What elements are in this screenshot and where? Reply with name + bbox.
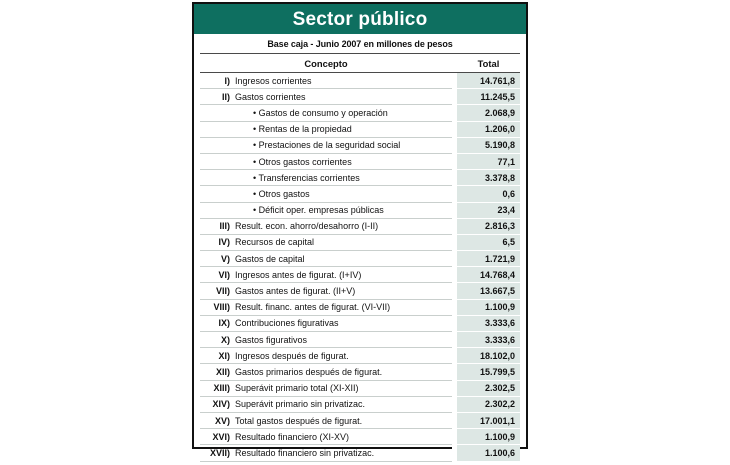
row-index-label: X) [200,332,234,348]
row-concept-label: • Rentas de la propiedad [234,121,452,137]
row-total-value: 1.100,9 [457,299,520,315]
row-total-value: 3.333,6 [457,332,520,348]
report-card [192,2,528,458]
row-concept-label: Gastos figurativos [234,332,452,348]
row-index-label [200,153,234,169]
row-index-label: V) [200,251,234,267]
row-index-label: XIII) [200,380,234,396]
row-concept-label: • Gastos de consumo y operación [234,105,452,121]
row-concept-label: Result. financ. antes de figurat. (VI-VII) [234,299,452,315]
row-concept-label: Resultado financiero sin privatizac. [234,445,452,461]
table-row [200,234,520,250]
row-index-label [200,186,234,202]
row-index-label: XII) [200,364,234,380]
table-row [200,283,520,299]
table-row [200,348,520,364]
table-row [200,202,520,218]
row-concept-label: • Otros gastos corrientes [234,153,452,169]
row-index-label: XV) [200,412,234,428]
table-row [200,364,520,380]
table-row [200,445,520,461]
row-total-value: 15.799,5 [457,364,520,380]
row-total-value: 1.206,0 [457,121,520,137]
row-concept-label: Result. econ. ahorro/desahorro (I-II) [234,218,452,234]
table-row [200,121,520,137]
table-row [200,137,520,153]
table-row [200,332,520,348]
row-index-label: IX) [200,315,234,331]
row-concept-label: Ingresos corrientes [234,73,452,89]
table-body [200,73,520,462]
row-index-label: IV) [200,234,234,250]
row-total-value: 5.190,8 [457,137,520,153]
table-row [200,153,520,169]
row-concept-label: • Otros gastos [234,186,452,202]
row-total-value: 0,6 [457,186,520,202]
table-row [200,299,520,315]
row-total-value: 14.761,8 [457,73,520,89]
row-total-value: 1.721,9 [457,251,520,267]
table-row [200,429,520,445]
row-concept-label: Recursos de capital [234,234,452,250]
column-header-total: Total [457,54,520,73]
row-index-label: VII) [200,283,234,299]
row-concept-label: Ingresos antes de figurat. (I+IV) [234,267,452,283]
table-row [200,170,520,186]
row-concept-label: • Prestaciones de la seguridad social [234,137,452,153]
row-concept-label: • Déficit oper. empresas públicas [234,202,452,218]
row-total-value: 2.302,5 [457,380,520,396]
table-row [200,251,520,267]
row-index-label [200,121,234,137]
table-row [200,186,520,202]
table-row [200,89,520,105]
column-header-concepto: Concepto [200,54,452,73]
row-concept-label: Contribuciones figurativas [234,315,452,331]
row-index-label: II) [200,89,234,105]
row-concept-label: • Transferencias corrientes [234,170,452,186]
row-total-value: 2.068,9 [457,105,520,121]
table-row [200,73,520,89]
row-index-label: XIV) [200,396,234,412]
row-index-label: VI) [200,267,234,283]
table-row [200,105,520,121]
table-header-row [200,54,520,73]
row-total-value: 23,4 [457,202,520,218]
row-index-label [200,202,234,218]
row-concept-label: Superávit primario total (XI-XII) [234,380,452,396]
row-index-label [200,105,234,121]
financial-table [200,53,520,462]
row-total-value: 13.667,5 [457,283,520,299]
row-concept-label: Gastos de capital [234,251,452,267]
row-total-value: 2.816,3 [457,218,520,234]
row-index-label: I) [200,73,234,89]
row-total-value: 6,5 [457,234,520,250]
row-concept-label: Gastos antes de figurat. (II+V) [234,283,452,299]
row-concept-label: Gastos corrientes [234,89,452,105]
row-total-value: 77,1 [457,153,520,169]
row-index-label: III) [200,218,234,234]
page-title: Sector público [292,8,428,30]
row-total-value: 18.102,0 [457,348,520,364]
row-index-label: XI) [200,348,234,364]
row-total-value: 17.001,1 [457,412,520,428]
row-index-label: XVI) [200,429,234,445]
table-head [200,54,520,73]
table-row [200,380,520,396]
row-concept-label: Superávit primario sin privatizac. [234,396,452,412]
row-concept-label: Total gastos después de figurat. [234,412,452,428]
row-total-value: 3.378,8 [457,170,520,186]
card-subtitle: Base caja - Junio 2007 en millones de pesos [267,39,453,49]
row-concept-label: Resultado financiero (XI-XV) [234,429,452,445]
row-total-value: 2.302,2 [457,396,520,412]
table-row [200,218,520,234]
row-total-value: 3.333,6 [457,315,520,331]
row-index-label: VIII) [200,299,234,315]
table-row [200,267,520,283]
row-index-label [200,137,234,153]
table-container [194,53,526,465]
row-index-label [200,170,234,186]
row-total-value: 1.100,9 [457,429,520,445]
row-total-value: 1.100,6 [457,445,520,461]
row-concept-label: Gastos primarios después de figurat. [234,364,452,380]
row-index-label: XVII) [200,445,234,461]
table-row [200,315,520,331]
row-total-value: 11.245,5 [457,89,520,105]
row-concept-label: Ingresos después de figurat. [234,348,452,364]
table-row [200,396,520,412]
row-total-value: 14.768,4 [457,267,520,283]
table-row [200,412,520,428]
card-header [194,4,526,34]
